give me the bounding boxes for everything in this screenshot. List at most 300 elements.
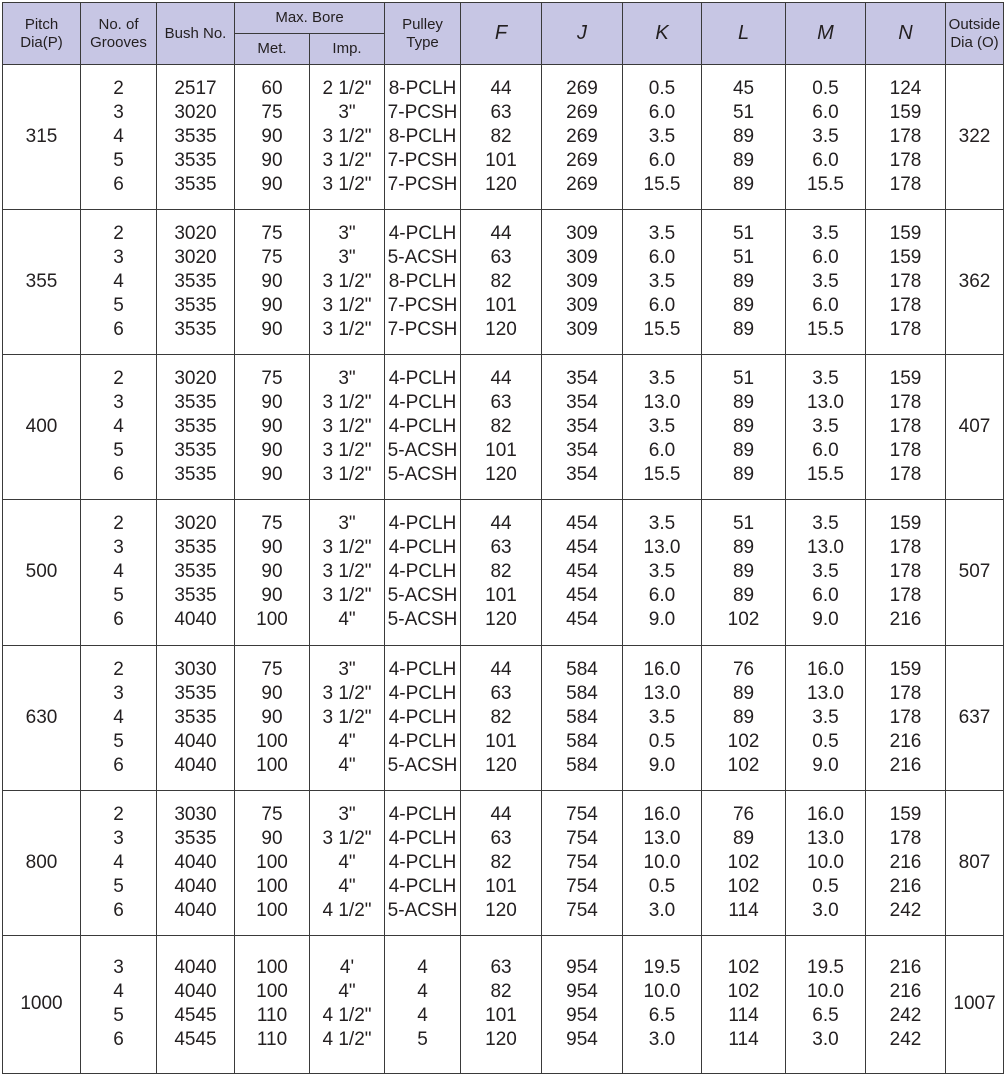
- cell-value: 3 1/2": [322, 174, 372, 196]
- cell-value: 4-PCLH: [388, 803, 457, 825]
- cell-value: 5: [113, 295, 124, 317]
- pitch-dia-cell: 400: [3, 355, 81, 500]
- outside-dia-cell: 322: [946, 65, 1004, 210]
- cell-value: 3.5: [648, 706, 676, 728]
- l-cell: [702, 65, 786, 210]
- cell-value: 0.5: [648, 730, 676, 752]
- cell-value: 216: [889, 609, 922, 631]
- cell-value: 3: [113, 247, 124, 269]
- cell-value: 4 1/2": [322, 1005, 372, 1027]
- cell-value: 216: [889, 875, 922, 897]
- bush-cell: [157, 935, 235, 1073]
- cell-value: 309: [566, 247, 598, 269]
- j-cell: [542, 355, 623, 500]
- table-row: [3, 355, 1004, 500]
- cell-value: 242: [889, 1005, 922, 1027]
- bush-cell: [157, 65, 235, 210]
- cell-value: 584: [566, 706, 598, 728]
- cell-value: 75: [261, 513, 283, 535]
- cell-value: 4040: [174, 609, 217, 631]
- cell-value: 216: [889, 730, 922, 752]
- cell-value: 63: [490, 682, 512, 704]
- cell-value: 178: [889, 271, 922, 293]
- cell-value: 120: [485, 1029, 517, 1051]
- cell-value: 2: [113, 803, 124, 825]
- n-cell: [866, 355, 946, 500]
- cell-value: 13.0: [643, 392, 681, 414]
- table-body: [3, 65, 1004, 1074]
- cell-value: 4 1/2": [322, 1029, 372, 1051]
- cell-value: 102: [727, 957, 760, 979]
- cell-value: 63: [490, 957, 512, 979]
- cell-value: 90: [261, 464, 283, 486]
- cell-value: 16.0: [643, 803, 681, 825]
- cell-value: 101: [485, 585, 517, 607]
- cell-value: 354: [566, 368, 598, 390]
- bush-cell: [157, 645, 235, 790]
- cell-value: 110: [256, 1029, 288, 1051]
- cell-value: 178: [889, 561, 922, 583]
- cell-value: 6: [113, 1029, 124, 1051]
- cell-value: 100: [256, 754, 288, 776]
- cell-value: 4-PCLH: [388, 561, 457, 583]
- cell-value: 5: [113, 875, 124, 897]
- cell-value: 10.0: [643, 851, 681, 873]
- cell-value: 3 1/2": [322, 706, 372, 728]
- cell-value: 3": [338, 368, 356, 390]
- cell-value: 63: [490, 102, 512, 124]
- cell-value: 4-PCLH: [388, 851, 457, 873]
- cell-value: 4: [417, 1005, 428, 1027]
- cell-value: 90: [261, 150, 283, 172]
- grooves-cell: [81, 355, 157, 500]
- cell-value: 63: [490, 247, 512, 269]
- cell-value: 3.5: [812, 126, 839, 148]
- table-row: [3, 645, 1004, 790]
- cell-value: 75: [261, 658, 283, 680]
- cell-value: 6: [113, 754, 124, 776]
- cell-value: 6.0: [812, 247, 839, 269]
- cell-value: 309: [566, 223, 598, 245]
- cell-value: 354: [566, 416, 598, 438]
- cell-value: 8-PCLH: [388, 78, 457, 100]
- cell-value: 754: [566, 827, 598, 849]
- j-cell: [542, 65, 623, 210]
- table-row: [3, 500, 1004, 645]
- cell-value: 90: [261, 682, 283, 704]
- cell-value: 89: [732, 561, 755, 583]
- cell-value: 954: [566, 1029, 598, 1051]
- cell-value: 16.0: [643, 658, 681, 680]
- pulley-type-cell: [385, 645, 461, 790]
- pitch-dia-cell: 355: [3, 210, 81, 355]
- cell-value: 120: [485, 319, 517, 341]
- n-cell: [866, 935, 946, 1073]
- cell-value: 13.0: [807, 827, 844, 849]
- cell-value: 6.0: [648, 440, 676, 462]
- k-cell: [623, 645, 702, 790]
- cell-value: 4-PCLH: [388, 392, 457, 414]
- cell-value: 60: [261, 78, 283, 100]
- cell-value: 90: [261, 174, 283, 196]
- cell-value: 3 1/2": [322, 537, 372, 559]
- cell-value: 89: [732, 682, 755, 704]
- cell-value: 4: [417, 981, 428, 1003]
- cell-value: 754: [566, 875, 598, 897]
- grooves-cell: [81, 645, 157, 790]
- cell-value: 8-PCLH: [388, 126, 457, 148]
- bore-imp-cell: [310, 935, 385, 1073]
- cell-value: 82: [490, 706, 512, 728]
- pitch-dia-cell: 500: [3, 500, 81, 645]
- cell-value: 89: [732, 319, 755, 341]
- bore-imp-cell: [310, 355, 385, 500]
- cell-value: 584: [566, 658, 598, 680]
- cell-value: 3 1/2": [322, 392, 372, 414]
- cell-value: 4040: [174, 851, 217, 873]
- cell-value: 44: [490, 223, 512, 245]
- cell-value: 4": [338, 875, 356, 897]
- cell-value: 76: [732, 658, 755, 680]
- cell-value: 3030: [174, 803, 217, 825]
- cell-value: 89: [732, 150, 755, 172]
- cell-value: 5-ACSH: [387, 440, 458, 462]
- cell-value: 89: [732, 174, 755, 196]
- header-max-bore: Max. Bore: [235, 3, 385, 34]
- pulley-type-cell: [385, 65, 461, 210]
- cell-value: 51: [732, 247, 755, 269]
- cell-value: 4-PCLH: [388, 223, 457, 245]
- cell-value: 44: [490, 78, 512, 100]
- cell-value: 4": [338, 981, 356, 1003]
- cell-value: 3 1/2": [322, 150, 372, 172]
- cell-value: 178: [889, 827, 922, 849]
- cell-value: 6.0: [812, 440, 839, 462]
- k-cell: [623, 355, 702, 500]
- cell-value: 269: [566, 150, 598, 172]
- cell-value: 8-PCLH: [388, 271, 457, 293]
- pulley-spec-table: [2, 2, 1004, 1074]
- pulley-type-cell: [385, 500, 461, 645]
- cell-value: 90: [261, 126, 283, 148]
- cell-value: 4-PCLH: [388, 827, 457, 849]
- j-cell: [542, 645, 623, 790]
- cell-value: 76: [732, 803, 755, 825]
- cell-value: 3.0: [648, 1029, 676, 1051]
- cell-value: 4-PCLH: [388, 706, 457, 728]
- cell-value: 3535: [174, 150, 217, 172]
- cell-value: 89: [732, 827, 755, 849]
- cell-value: 4-PCLH: [388, 368, 457, 390]
- cell-value: 4040: [174, 875, 217, 897]
- cell-value: 4: [113, 706, 124, 728]
- cell-value: 3 1/2": [322, 126, 372, 148]
- cell-value: 5: [113, 440, 124, 462]
- cell-value: 954: [566, 981, 598, 1003]
- cell-value: 3.0: [812, 899, 839, 921]
- bore-imp-cell: [310, 790, 385, 935]
- cell-value: 6.0: [812, 295, 839, 317]
- cell-value: 354: [566, 440, 598, 462]
- cell-value: 3: [113, 537, 124, 559]
- cell-value: 6.0: [648, 295, 676, 317]
- m-cell: [786, 355, 866, 500]
- cell-value: 4: [417, 957, 428, 979]
- j-cell: [542, 935, 623, 1073]
- cell-value: 3: [113, 682, 124, 704]
- l-cell: [702, 645, 786, 790]
- cell-value: 4: [113, 416, 124, 438]
- cell-value: 2: [113, 658, 124, 680]
- table-row: [3, 65, 1004, 210]
- cell-value: 13.0: [643, 682, 681, 704]
- cell-value: 10.0: [807, 981, 844, 1003]
- cell-value: 6.0: [648, 585, 676, 607]
- bore-met-cell: [235, 790, 310, 935]
- cell-value: 4-PCLH: [388, 658, 457, 680]
- cell-value: 3.5: [812, 706, 839, 728]
- bore-met-cell: [235, 645, 310, 790]
- cell-value: 2: [113, 513, 124, 535]
- cell-value: 90: [261, 271, 283, 293]
- bore-imp-cell: [310, 645, 385, 790]
- bore-met-cell: [235, 935, 310, 1073]
- cell-value: 0.5: [648, 78, 676, 100]
- cell-value: 4-PCLH: [388, 537, 457, 559]
- cell-value: 354: [566, 392, 598, 414]
- cell-value: 15.5: [643, 319, 681, 341]
- cell-value: 16.0: [807, 658, 844, 680]
- cell-value: 44: [490, 368, 512, 390]
- cell-value: 159: [889, 247, 922, 269]
- cell-value: 954: [566, 957, 598, 979]
- cell-value: 3: [113, 957, 124, 979]
- cell-value: 3": [338, 102, 356, 124]
- cell-value: 5-ACSH: [387, 899, 458, 921]
- cell-value: 3020: [174, 223, 217, 245]
- cell-value: 101: [485, 1005, 517, 1027]
- cell-value: 3.5: [648, 561, 676, 583]
- cell-value: 216: [889, 957, 922, 979]
- grooves-cell: [81, 210, 157, 355]
- header-pulley-type: Pulley Type: [385, 3, 461, 65]
- cell-value: 5: [113, 585, 124, 607]
- cell-value: 178: [889, 295, 922, 317]
- cell-value: 120: [485, 899, 517, 921]
- cell-value: 3.5: [648, 416, 676, 438]
- cell-value: 5: [113, 150, 124, 172]
- cell-value: 3.5: [648, 513, 676, 535]
- bore-met-cell: [235, 210, 310, 355]
- header-l: L: [702, 3, 786, 65]
- cell-value: 4: [113, 126, 124, 148]
- cell-value: 3535: [174, 319, 217, 341]
- m-cell: [786, 645, 866, 790]
- k-cell: [623, 790, 702, 935]
- table-row: [3, 790, 1004, 935]
- cell-value: 4: [113, 851, 124, 873]
- cell-value: 44: [490, 513, 512, 535]
- cell-value: 4040: [174, 957, 217, 979]
- cell-value: 6: [113, 464, 124, 486]
- cell-value: 6.0: [812, 585, 839, 607]
- cell-value: 4040: [174, 899, 217, 921]
- j-cell: [542, 790, 623, 935]
- cell-value: 4": [338, 609, 356, 631]
- cell-value: 954: [566, 1005, 598, 1027]
- cell-value: 3": [338, 223, 356, 245]
- cell-value: 6.0: [812, 150, 839, 172]
- cell-value: 90: [261, 440, 283, 462]
- outside-dia-cell: 407: [946, 355, 1004, 500]
- cell-value: 4545: [174, 1005, 217, 1027]
- l-cell: [702, 500, 786, 645]
- cell-value: 100: [256, 981, 288, 1003]
- m-cell: [786, 500, 866, 645]
- cell-value: 3 1/2": [322, 464, 372, 486]
- cell-value: 178: [889, 319, 922, 341]
- cell-value: 6.5: [812, 1005, 839, 1027]
- cell-value: 3535: [174, 416, 217, 438]
- cell-value: 6: [113, 899, 124, 921]
- header-j: J: [542, 3, 623, 65]
- cell-value: 3.5: [812, 271, 839, 293]
- cell-value: 178: [889, 126, 922, 148]
- cell-value: 3535: [174, 464, 217, 486]
- bore-imp-cell: [310, 500, 385, 645]
- header-imp: Imp.: [310, 34, 385, 65]
- m-cell: [786, 65, 866, 210]
- f-cell: [461, 355, 542, 500]
- cell-value: 178: [889, 416, 922, 438]
- cell-value: 4: [113, 271, 124, 293]
- cell-value: 89: [732, 126, 755, 148]
- cell-value: 7-PCSH: [387, 102, 458, 124]
- cell-value: 89: [732, 585, 755, 607]
- cell-value: 4": [338, 730, 356, 752]
- cell-value: 309: [566, 319, 598, 341]
- k-cell: [623, 210, 702, 355]
- cell-value: 13.0: [807, 537, 844, 559]
- cell-value: 7-PCSH: [387, 319, 458, 341]
- cell-value: 159: [889, 223, 922, 245]
- cell-value: 9.0: [648, 609, 676, 631]
- cell-value: 4040: [174, 981, 217, 1003]
- cell-value: 584: [566, 730, 598, 752]
- f-cell: [461, 210, 542, 355]
- cell-value: 15.5: [807, 319, 844, 341]
- cell-value: 3535: [174, 827, 217, 849]
- cell-value: 3020: [174, 247, 217, 269]
- cell-value: 90: [261, 827, 283, 849]
- pulley-type-cell: [385, 355, 461, 500]
- bush-cell: [157, 500, 235, 645]
- cell-value: 0.5: [812, 875, 839, 897]
- cell-value: 0.5: [648, 875, 676, 897]
- cell-value: 120: [485, 754, 517, 776]
- cell-value: 584: [566, 754, 598, 776]
- cell-value: 454: [566, 585, 598, 607]
- cell-value: 0.5: [812, 78, 839, 100]
- cell-value: 4-PCLH: [388, 416, 457, 438]
- cell-value: 102: [727, 730, 760, 752]
- cell-value: 82: [490, 981, 512, 1003]
- outside-dia-cell: 507: [946, 500, 1004, 645]
- cell-value: 6: [113, 174, 124, 196]
- cell-value: 4: [113, 561, 124, 583]
- cell-value: 3.5: [812, 368, 839, 390]
- cell-value: 5-ACSH: [387, 247, 458, 269]
- bore-met-cell: [235, 65, 310, 210]
- f-cell: [461, 645, 542, 790]
- cell-value: 3: [113, 392, 124, 414]
- cell-value: 3535: [174, 561, 217, 583]
- cell-value: 178: [889, 392, 922, 414]
- cell-value: 75: [261, 803, 283, 825]
- cell-value: 82: [490, 851, 512, 873]
- cell-value: 100: [256, 851, 288, 873]
- cell-value: 63: [490, 537, 512, 559]
- cell-value: 6: [113, 319, 124, 341]
- cell-value: 90: [261, 319, 283, 341]
- grooves-cell: [81, 935, 157, 1073]
- cell-value: 6.0: [648, 102, 676, 124]
- outside-dia-cell: 1007: [946, 935, 1004, 1073]
- cell-value: 63: [490, 392, 512, 414]
- cell-value: 3 1/2": [322, 271, 372, 293]
- cell-value: 159: [889, 803, 922, 825]
- cell-value: 5-ACSH: [387, 585, 458, 607]
- f-cell: [461, 65, 542, 210]
- cell-value: 454: [566, 561, 598, 583]
- cell-value: 3.5: [812, 223, 839, 245]
- cell-value: 3 1/2": [322, 319, 372, 341]
- header-pitch-dia: Pitch Dia(P): [3, 3, 81, 65]
- f-cell: [461, 500, 542, 645]
- cell-value: 120: [485, 464, 517, 486]
- pitch-dia-cell: 800: [3, 790, 81, 935]
- cell-value: 114: [728, 899, 759, 921]
- cell-value: 4-PCLH: [388, 682, 457, 704]
- cell-value: 454: [566, 609, 598, 631]
- cell-value: 100: [256, 875, 288, 897]
- cell-value: 19.5: [807, 957, 844, 979]
- cell-value: 3 1/2": [322, 561, 372, 583]
- outside-dia-cell: 637: [946, 645, 1004, 790]
- cell-value: 16.0: [807, 803, 844, 825]
- header-outside-dia: Outside Dia (O): [946, 3, 1004, 65]
- header-no-of-grooves: No. of Grooves: [81, 3, 157, 65]
- cell-value: 3.5: [648, 126, 676, 148]
- cell-value: 101: [485, 440, 517, 462]
- header-bush-no: Bush No.: [157, 3, 235, 65]
- cell-value: 3.0: [648, 899, 676, 921]
- k-cell: [623, 935, 702, 1073]
- cell-value: 90: [261, 585, 283, 607]
- cell-value: 102: [727, 609, 760, 631]
- cell-value: 7-PCSH: [387, 174, 458, 196]
- m-cell: [786, 935, 866, 1073]
- cell-value: 178: [889, 150, 922, 172]
- cell-value: 4-PCLH: [388, 730, 457, 752]
- cell-value: 15.5: [643, 174, 681, 196]
- pitch-dia-cell: 630: [3, 645, 81, 790]
- cell-value: 90: [261, 295, 283, 317]
- m-cell: [786, 790, 866, 935]
- cell-value: 7-PCSH: [387, 150, 458, 172]
- j-cell: [542, 210, 623, 355]
- cell-value: 89: [732, 706, 755, 728]
